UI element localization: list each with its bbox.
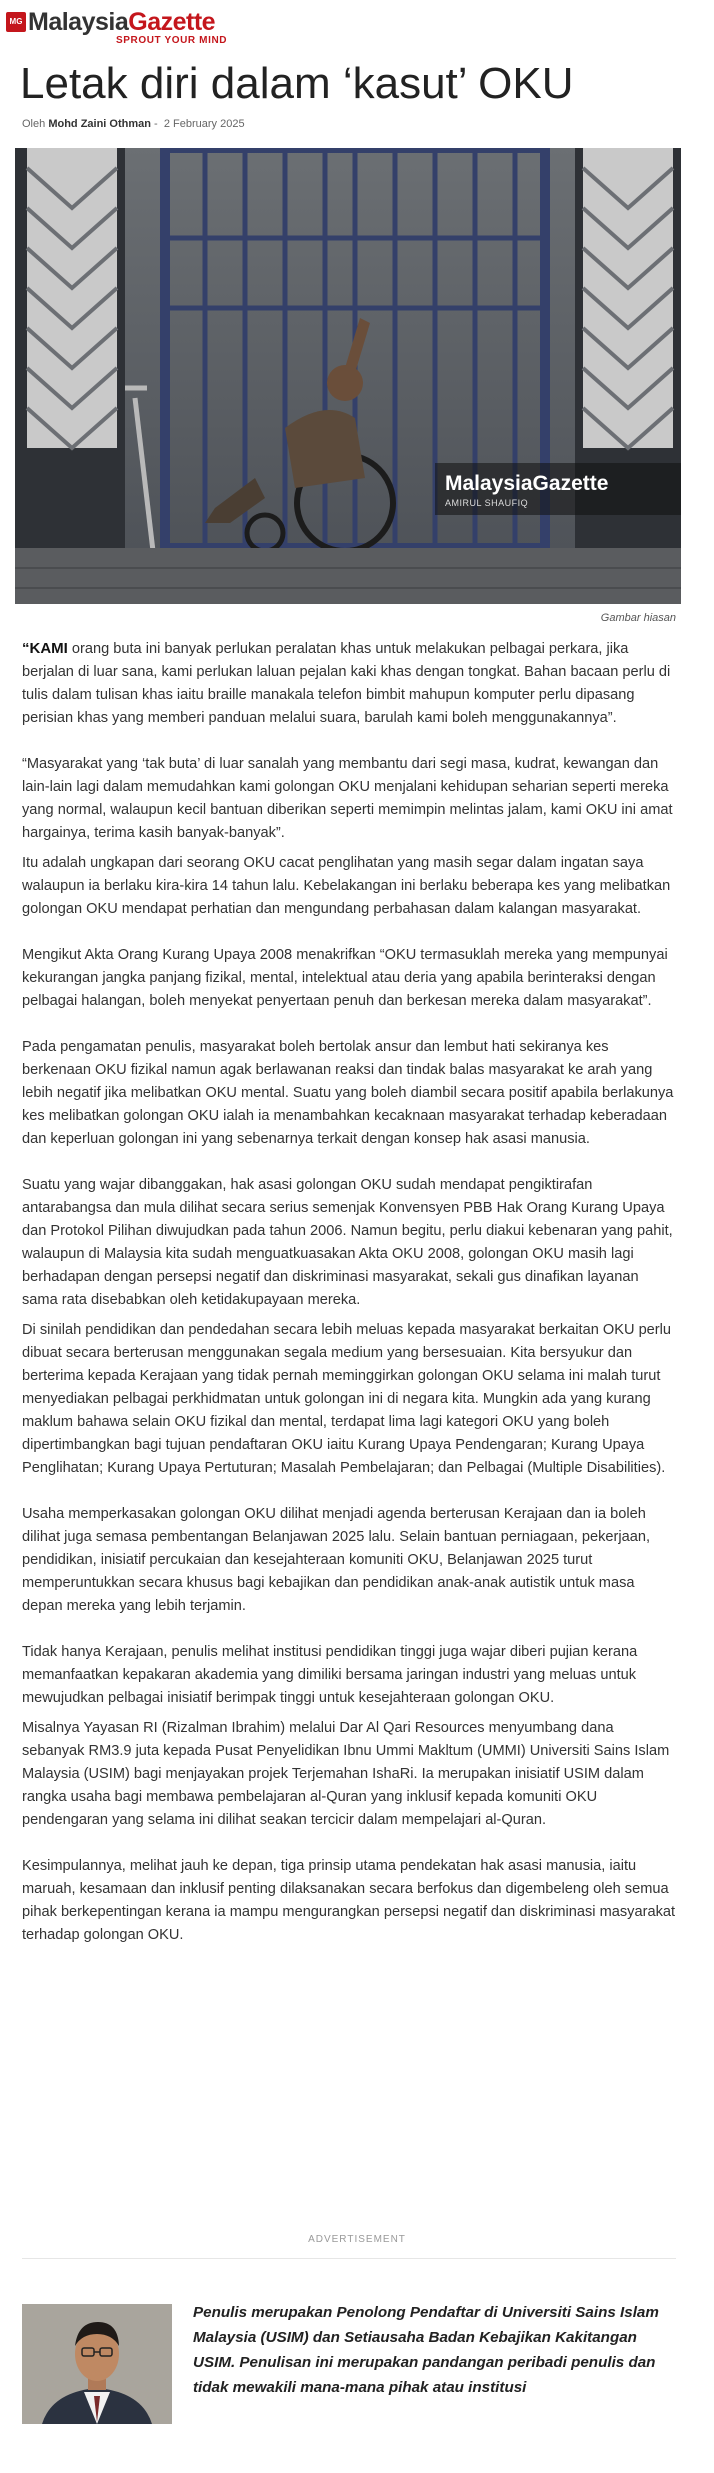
logo-word-malaysia: Malaysia — [28, 8, 129, 36]
article-paragraph-8: Usaha memperkasakan golongan OKU dilihat menjadi agenda berterusan Kerajaan dan ia boleh dilihat juga semasa pembentangan Belanjawan 2025 lalu. Selain bantuan perniagaan, pekerjaan, pendidikan, inisiatif percukaian dan kesejahteraan komuniti OKU, Belanjawan 2025 turut memperuntukkan secara khusus bagi kebajikan dan pendidikan anak-anak autistik untuk masa depan mereka yang lebih terjamin. — [22, 1506, 650, 1614]
image-watermark: MalaysiaGazette — [445, 472, 609, 495]
image-credit: AMIRUL SHAUFIQ — [445, 498, 529, 508]
site-logo[interactable] — [6, 6, 306, 46]
article-paragraph-4: Mengikut Akta Orang Kurang Upaya 2008 menakrifkan “OKU termasuklah mereka yang mempunyai kekurangan jangka panjang fizikal, mental, intelektual atau deria yang apabila berinteraksi dengan pelbagai halangan, boleh menyekat penyertaan penuh dan berkesan mereka dalam masyarakat”. — [22, 947, 668, 1009]
logo-badge: MG — [6, 12, 26, 32]
author-photo — [22, 2304, 172, 2424]
author-bio: Penulis merupakan Penolong Pendaftar di Universiti Sains Islam Malaysia (USIM) dan Setiausaha Badan Kebajikan Kakitangan USIM. Penulisan ini merupakan pandangan peribadi penulis dan tidak mewakili mana-mana pihak atau institusi — [193, 2304, 659, 2396]
article-paragraph-3: Itu adalah ungkapan dari seorang OKU cacat penglihatan yang masih segar dalam ingatan saya walaupun ia berlaku kira-kira 14 tahun lalu. Kebelakangan ini berlaku beberapa kes yang melibatkan golongan OKU mendapat perhatian dan mengundang perbahasan dalam kalangan masyarakat. — [22, 855, 671, 917]
article-paragraph-6: Suatu yang wajar dibanggakan, hak asasi golongan OKU sudah mendapat pengiktirafan antarabangsa dan mula dilihat secara serius semenjak Konvensyen PBB Hak Orang Kurang Upaya dan Protokol Pilihan diwujudkan pada tahun 2006. Namun begitu, perlu diakui kebenaran yang pahit, walaupun di Malaysia kita sudah menguatkuasakan Akta OKU 2008, golongan OKU masih lagi berhadapan dengan persepsi negatif dan diskriminasi masyarakat, sekali gus dinafikan layanan sama rata disebabkan oleh ketidakupayaan mereka. — [22, 1177, 673, 1308]
logo-wordmark — [28, 8, 215, 36]
site-tagline: SPROUT YOUR MIND — [116, 35, 228, 46]
article-paragraph-10: Misalnya Yayasan RI (Rizalman Ibrahim) melalui Dar Al Qari Resources menyumbang dana sebanyak RM3.9 juta kepada Pusat Penyelidikan Ibnu Ummi Makltum (UMMI) Universiti Sains Islam Malaysia (USIM) bagi menjayakan projek Terjemahan IshaRi. Ia merupakan inisiatif USIM dalam rangka usaha bagi membawa pembelajaran al-Quran yang inklusif kepada komuniti OKU pendengaran yang selama ini dilihat seakan tercicir dalam mempelajari al-Quran. — [22, 1720, 670, 1828]
lead-word: “KAMI — [22, 640, 68, 657]
hero-illustration — [15, 148, 681, 604]
article-paragraph-9: Tidak hanya Kerajaan, penulis melihat institusi pendidikan tinggi juga wajar diberi pujian kerana memanfaatkan kepakaran akademia yang dimiliki bersama jaringan industri yang meluas untuk mewujudkan pelbagai inisiatif berimpak tinggi untuk kesejahteraan golongan OKU. — [22, 1644, 638, 1706]
author-box — [22, 2300, 682, 2430]
article-title: Letak diri dalam ‘kasut’ OKU — [20, 59, 574, 108]
byline-prefix: Oleh — [22, 118, 46, 130]
divider — [22, 2258, 676, 2259]
image-caption: Gambar hiasan — [600, 612, 676, 624]
article-body — [22, 637, 676, 1947]
advertisement-label: ADVERTISEMENT — [308, 2234, 406, 2245]
logo-word-gazette: Gazette — [128, 8, 216, 36]
author-link[interactable]: Mohd Zaini Othman — [48, 118, 151, 130]
article-paragraph-11: Kesimpulannya, melihat jauh ke depan, tiga prinsip utama pendekatan hak asasi manusia, iaitu maruah, kesamaan dan inklusif penting dilaksanakan secara berfokus dan digembeleng oleh semua pihak berkepentingan kerana ia mampu mengurangkan persepsi negatif dan diskriminasi masyarakat terhadap golongan OKU. — [22, 1858, 676, 1943]
byline — [22, 118, 245, 130]
author-portrait — [22, 2304, 172, 2424]
article-paragraph-2: “Masyarakat yang ‘tak buta’ di luar sanalah yang membantu dari segi masa, kudrat, kewangan dan lain-lain lagi dalam memudahkan kami golongan OKU menjalani kehidupan seharian seperti mereka yang normal, walaupun kecil bantuan diberikan seperti memimpin melintas jalam, kami OKU ini amat hargainya, terima kasih banyak-banyak”. — [22, 756, 673, 841]
publish-date: 2 February 2025 — [163, 118, 245, 130]
article-paragraph-7: Di sinilah pendidikan dan pendedahan secara lebih meluas kepada masyarakat berkaitan OKU perlu dibuat secara berterusan menggunakan segala medium yang bersesuaian. Kita bersyukur dan berterima kepada Kerajaan yang tidak pernah meminggirkan golongan OKU selama ini malah turut menyediakan pelbagai perkhidmatan untuk golongan ini di negara kita. Mungkin ada yang kurang maklum bahawa selain OKU fizikal dan mental, terdapat lima lagi kategori OKU yang boleh dipertimbangkan bagi tujuan pendaftaran OKU iaitu Kurang Upaya Pendengaran; Kurang Upaya Penglihatan; Kurang Upaya Pertuturan; Masalah Pembelajaran; dan Pelbagai (Multiple Disabilities). — [22, 1322, 672, 1476]
article-paragraph-1: “KAMI orang buta ini banyak perlukan peralatan khas untuk melakukan pelbagai perkara, jika berjalan di luar sana, kami perlukan laluan pejalan kaki khas dengan tongkat. Bahan bacaan perlu di tulis dalam tulisan khas iaitu braille manakala telefon bimbit mahupun komputer perlu dipasang perisian khas yang memberi panduan melalui suara, barulah kami boleh menggunakannya”. — [22, 640, 671, 726]
byline-separator: - — [154, 118, 158, 130]
article-paragraph-5: Pada pengamatan penulis, masyarakat boleh bertolak ansur dan lembut hati sekiranya kes berkenaan OKU fizikal namun agak berlawanan reaksi dan tindak balas masyarakat ke arah yang lebih negatif jika melibatkan OKU mental. Suatu yang boleh diambil secara positif apabila berlakunya kes melibatkan golongan OKU ialah ia menambahkan kecaknaan masyarakat terhadap keberadaan dan keperluan golongan ini yang sebenarnya terkait dengan konsep hak asasi manusia. — [22, 1039, 674, 1147]
hero-image — [15, 148, 681, 604]
